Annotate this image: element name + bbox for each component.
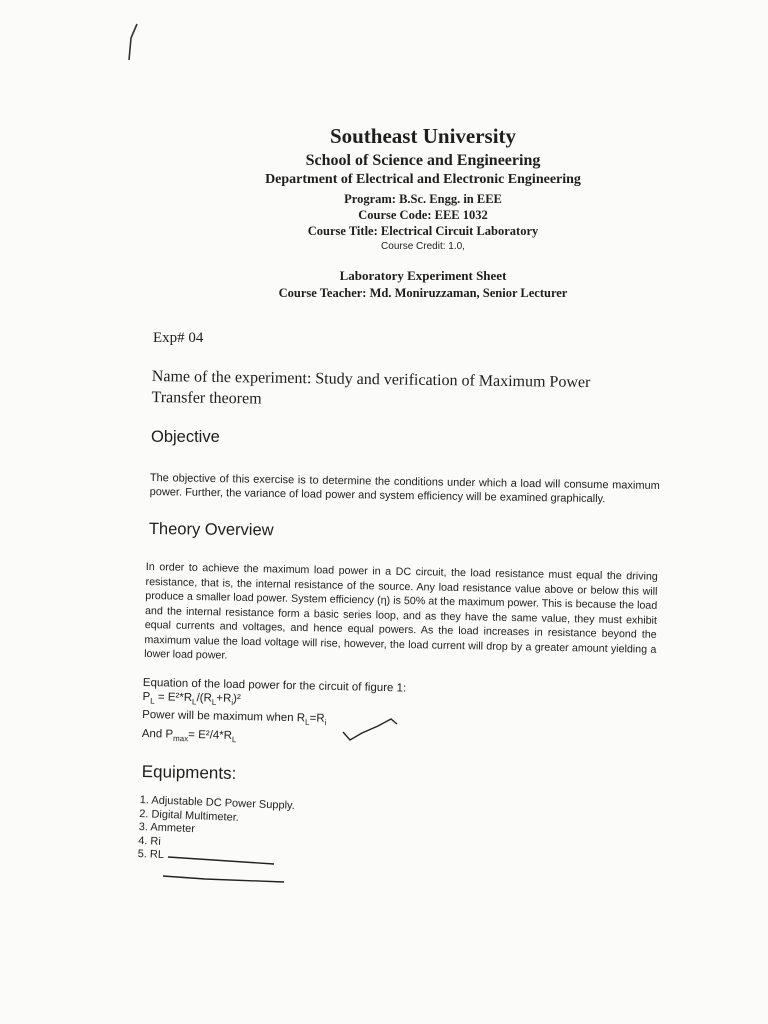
- experiment-name-line1: Name of the experiment: Study and verification of Maximum Power: [151, 367, 591, 392]
- equipment-item: 1. Adjustable DC Power Supply.: [139, 794, 295, 812]
- pen-underline-rl: [163, 876, 284, 882]
- sheet-title: Laboratory Experiment Sheet: [339, 268, 507, 283]
- department-name: Department of Electrical and Electronic Engineering: [265, 172, 581, 187]
- theory-text: In order to achieve the maximum load power in a DC circuit, the load resistance must equal the driving resistance, that is, the internal resistance of the source. Any load resistance value above or below this will produce a smaller load power. System efficiency (η) is 50% at the maximum power. This is because the load and the internal resistance form a basic series loop, and as they have the same value, they must exhibit equal currents and voltages, and hence equal powers. As the load increases in resistance beyond the maximum value the load voltage will rise, however, the load current will drop by a greater amount yielding a lower load power.: [144, 560, 658, 662]
- course-teacher-line: Course Teacher: Md. Moniruzzaman, Senior Lecturer: [278, 286, 568, 300]
- load-power-equation: $P_L = E^2*R_L/(R_L+R_i)^2$: [142, 690, 241, 708]
- equation-block: [142, 676, 407, 750]
- equipments-list: [137, 794, 295, 867]
- university-title: Southeast University: [329, 124, 517, 148]
- experiment-number: Exp# 04: [153, 330, 204, 346]
- course-credit-line: Course Credit: 1.0,: [381, 241, 465, 252]
- course-title-line: Course Title: Electrical Circuit Laboratory: [307, 224, 539, 238]
- experiment-name-line2: Transfer theorem: [151, 388, 262, 408]
- school-name: School of Science and Engineering: [305, 152, 541, 169]
- equipment-item: 5. RL: [137, 847, 165, 861]
- equipment-item: 2. Digital Multimeter.: [139, 807, 240, 824]
- equipment-item: 3. Ammeter: [138, 820, 196, 836]
- program-line: Program: B.Sc. Engg. in EEE: [344, 192, 502, 206]
- objective-text: The objective of this exercise is to determine the conditions under which a load will consume maximum power. Further, the variance of load power and system efficiency will be examined graphically.: [149, 471, 660, 506]
- experiment-name: [151, 366, 662, 415]
- equipment-item: 4. Ri: [137, 834, 162, 848]
- equation-intro: Equation of the load power for the circuit of figure 1:: [142, 676, 407, 695]
- theory-heading: Theory Overview: [148, 520, 274, 540]
- max-power-equation: And $P_{max}= E^2/4*R_L$: [141, 727, 237, 744]
- pen-stroke-top: [129, 24, 137, 60]
- equipments-heading: Equipments:: [141, 762, 237, 783]
- max-power-condition: Power will be maximum when $R_L=R_i$: [142, 709, 327, 728]
- course-code-line: Course Code: EEE 1032: [358, 208, 488, 222]
- objective-heading: Objective: [151, 428, 220, 446]
